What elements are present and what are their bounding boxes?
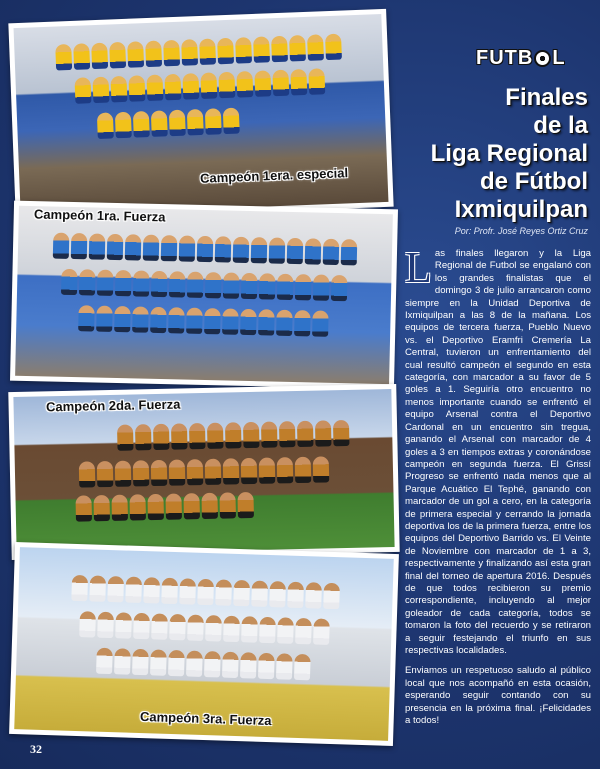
team-players-front-row (31, 646, 376, 683)
article-title (392, 84, 588, 224)
drop-cap: L (405, 243, 432, 292)
team-players-front-row (31, 491, 300, 523)
team-players-back-row (29, 33, 368, 72)
photo-caption: Campeón 1ra. Fuerza (33, 206, 166, 225)
team-players-middle-row (32, 268, 377, 302)
title-line: Finales (505, 84, 588, 111)
futbol-section-logo (476, 44, 580, 72)
team-players-back-row (33, 232, 378, 266)
article-body (405, 243, 591, 735)
photo-caption: Campeón 2da. Fuerza (45, 396, 181, 415)
logo-text-end: L (552, 46, 566, 69)
title-line: de Fútbol (480, 168, 588, 195)
photo-caption: Campeón 1era. especial (199, 165, 349, 186)
title-line: Liga Regional (430, 140, 588, 167)
article-author: Por: Profr. José Reyes Ortiz Cruz (454, 226, 588, 236)
team-players-front-row (31, 304, 376, 338)
team-players-middle-row (32, 610, 377, 647)
team-players-back-row (33, 574, 378, 611)
team-players-back-row (90, 419, 378, 451)
article-paragraph (405, 243, 591, 657)
title-line: Ixmiquilpan (454, 196, 588, 223)
team-photo-image (13, 389, 394, 555)
paragraph-text: as finales llegaron y la Liga Regional de Futbol se engalanó con los grandes finalistas que el domingo 3 de julio arrancaron como siempre en la Unidad Deportiva de Ixmiquilpan a las 8 de la mañana. Los equipos de tercera fuerza, Pueblo Nuevo vs. el Deportivo Eramfri Cremería La Central, tuvieron un enfrentamiento del cual resultó campeón el segundo en esta categoría, con marcador a su favor de 5 goles a 1. Seguiría otro encuentro no menos importante cuando se enfrentó el equipo Arsenal contra el Deportivo Cardonal en un encuentro sin tregua, ganando el Arsenal con marcador de 4 goles a 3 en tiempos extras y coronándose campeón en segunda fuerza. El Grissí Progreso se enfrentó nada menos que al Parque Acuático El Tephé, ganando con marcador de un gol a cero, en la categoría de primera especial y cerrando la jornada deportiva los de la primera fuerza, entre los equipos del Deportivo Barrido vs. El Veinte de Noviembre con marcador de 1 a 3, respectivamente y finalizando así esta gran final del torneo de apertura 2016. Después de que todos recibieron su premio correspondiente, incluyendo al mejor goleador de cada categoría, todos se tomaron la foto del recuerdo y se retiraron a seguir festejando el triunfo en sus respectivas localidades. (405, 248, 591, 656)
team-players-middle-row (30, 67, 369, 106)
photo-caption: Campeón 3ra. Fuerza (139, 708, 272, 729)
page-number: 32 (30, 742, 42, 756)
team-photo-image (15, 206, 393, 384)
team-photo-1era-especial (8, 9, 393, 221)
team-players-middle-row (30, 455, 378, 488)
article-paragraph: Enviamos un respetuoso saludo al público local que nos acompañó en esta ocasión, esperando seguir contando con su presencia en la próxima final. ¡Felicidades a todos! (405, 665, 591, 727)
team-photo-1ra-fuerza (10, 201, 398, 390)
soccer-ball-icon (534, 50, 551, 67)
logo-text-start: FUTB (476, 46, 534, 69)
team-players-front-row (61, 106, 275, 140)
title-line: de la (533, 112, 588, 139)
